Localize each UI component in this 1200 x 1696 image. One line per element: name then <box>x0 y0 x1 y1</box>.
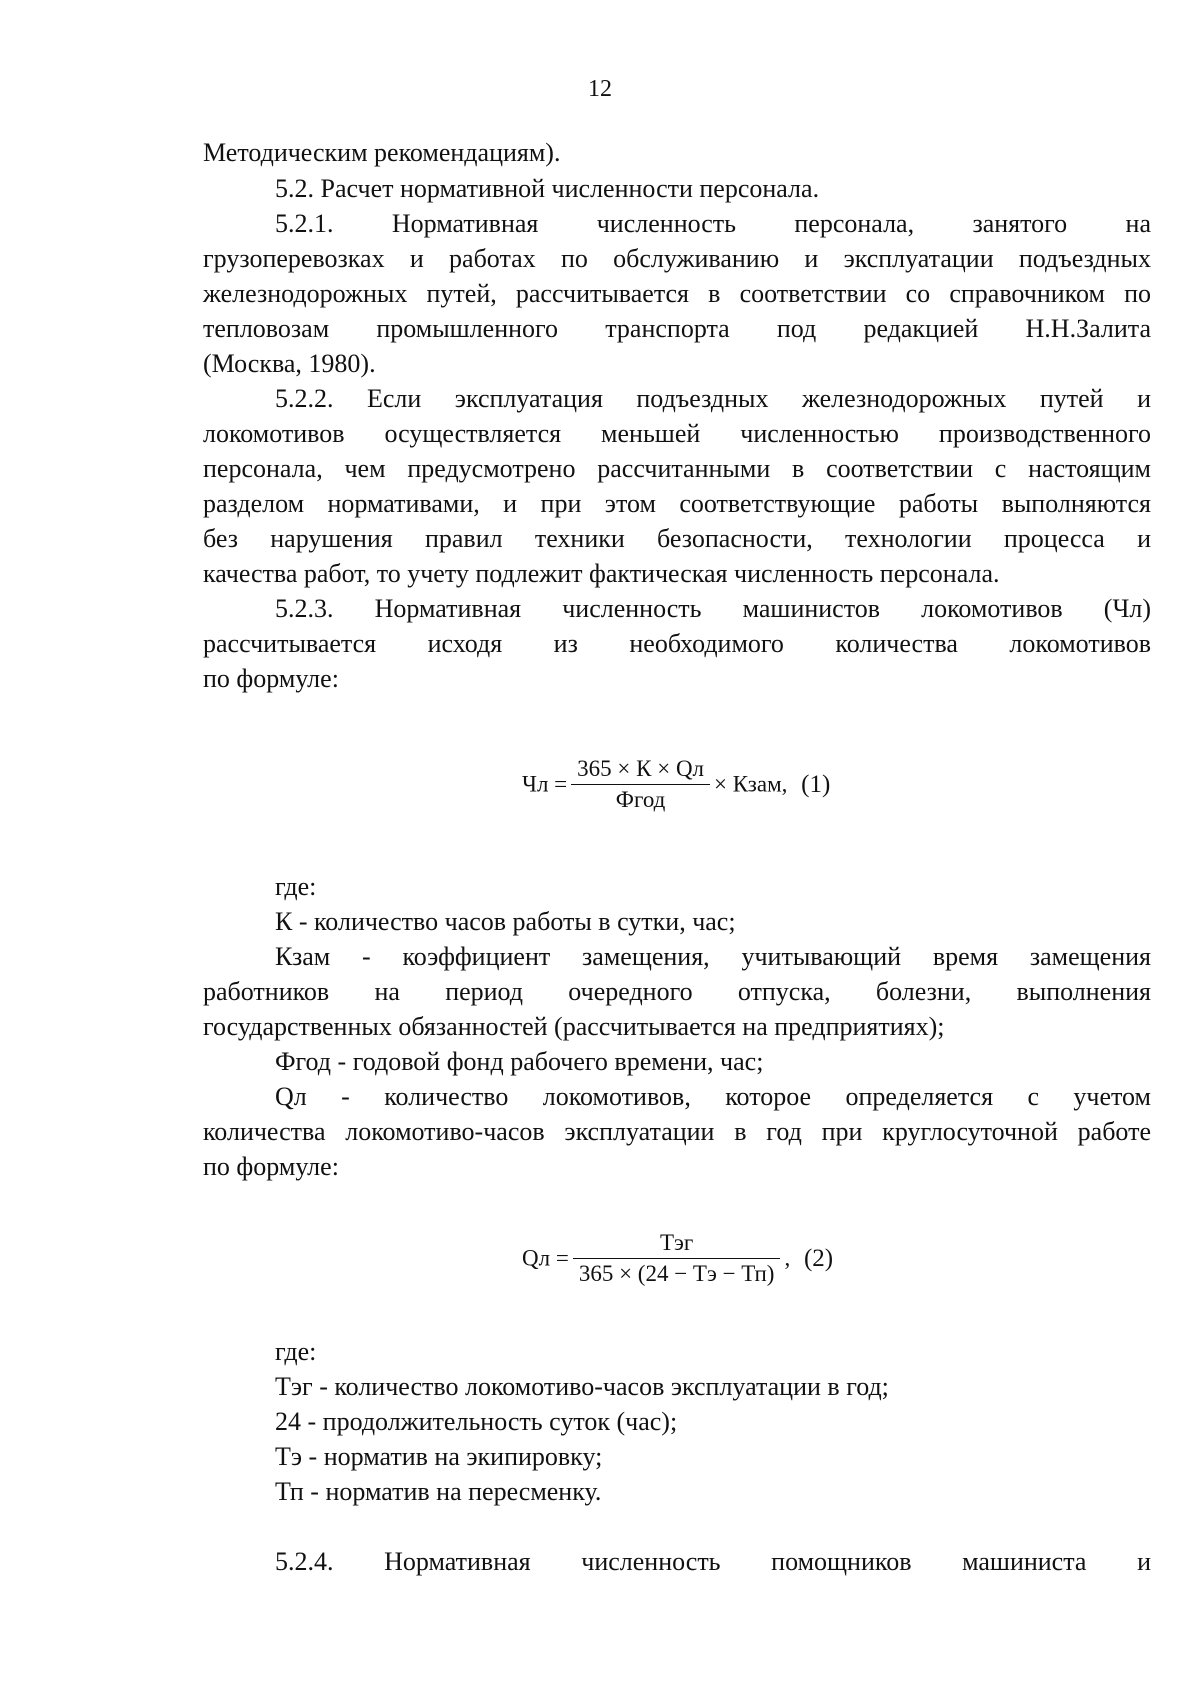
text-line: по формуле: <box>203 1152 339 1181</box>
formula-2-lhs: Qл = <box>522 1245 569 1271</box>
text-line: Методическим рекомендациям). <box>203 138 561 167</box>
formula-2-fraction <box>573 1228 781 1289</box>
section-heading: 5.2. Расчет нормативной численности персонала. <box>275 174 820 203</box>
formula-1-lhs: Чл = <box>522 771 568 797</box>
text-line: Тэ - норматив на экипировку; <box>275 1442 603 1471</box>
formula-1-fraction <box>571 754 710 815</box>
text-line: локомотивов осуществляется меньшей численностью производственного <box>203 419 1151 448</box>
text-line: Фгод - годовой фонд рабочего времени, час; <box>275 1047 764 1076</box>
text-line: персонала, чем предусмотрено рассчитанными в соответствии с настоящим <box>203 454 1151 483</box>
text-line: 5.2.2. Если эксплуатация подъездных железнодорожных путей и <box>275 384 1151 413</box>
text-line: по формуле: <box>203 664 339 693</box>
text-line: количества локомотиво-часов эксплуатации в год при круглосуточной работе <box>203 1117 1151 1146</box>
text-line: 5.2.3. Нормативная численность машинистов локомотивов (Чл) <box>275 594 1151 623</box>
text-line: Тп - норматив на пересменку. <box>275 1477 602 1506</box>
formula-1-rhs: × Кзам, <box>714 771 788 797</box>
text-line: разделом нормативами, и при этом соответствующие работы выполняются <box>203 489 1151 518</box>
text-line: 24 - продолжительность суток (час); <box>275 1407 678 1436</box>
text-line: рассчитывается исходя из необходимого количества локомотивов <box>203 629 1151 658</box>
text-line: тепловозам промышленного транспорта под редакцией Н.Н.Залита <box>203 314 1151 343</box>
formula-1-numerator: 365 × К × Qл <box>571 754 710 785</box>
text-line: государственных обязанностей (рассчитывается на предприятиях); <box>203 1012 945 1041</box>
text-line: (Москва, 1980). <box>203 349 376 378</box>
text-line: Qл - количество локомотивов, которое определяется с учетом <box>275 1082 1151 1111</box>
text-line: работников на период очередного отпуска, болезни, выполнения <box>203 977 1151 1006</box>
text-line: где: <box>275 872 317 901</box>
text-line: 5.2.4. Нормативная численность помощников машиниста и <box>275 1547 1151 1576</box>
text-line: 5.2.1. Нормативная численность персонала, занятого на <box>275 209 1151 238</box>
text-line: грузоперевозках и работах по обслуживанию и эксплуатации подъездных <box>203 244 1151 273</box>
formula-2-numerator: Тэг <box>573 1228 781 1259</box>
text-line: Кзам - коэффициент замещения, учитывающий время замещения <box>275 942 1151 971</box>
text-line: без нарушения правил техники безопасности, технологии процесса и <box>203 524 1151 553</box>
formula-1-number: (1) <box>801 770 831 798</box>
formula-2-number: (2) <box>803 1244 834 1272</box>
text-line: где: <box>275 1337 317 1366</box>
text-line: Тэг - количество локомотиво-часов эксплуатации в год; <box>275 1372 889 1401</box>
text-line: К - количество часов работы в сутки, час; <box>275 907 736 936</box>
formula-1 <box>522 754 830 815</box>
formula-1-denominator: Фгод <box>615 787 666 812</box>
formula-2-denominator: 365 × (24 − Тэ − Тп) <box>578 1261 775 1286</box>
text-line: железнодорожных путей, рассчитывается в соответствии со справочником по <box>203 279 1151 308</box>
formula-2 <box>522 1228 833 1289</box>
page-number: 12 <box>588 76 612 102</box>
formula-2-rhs: , <box>784 1245 791 1271</box>
text-line: качества работ, то учету подлежит фактическая численность персонала. <box>203 559 1000 588</box>
